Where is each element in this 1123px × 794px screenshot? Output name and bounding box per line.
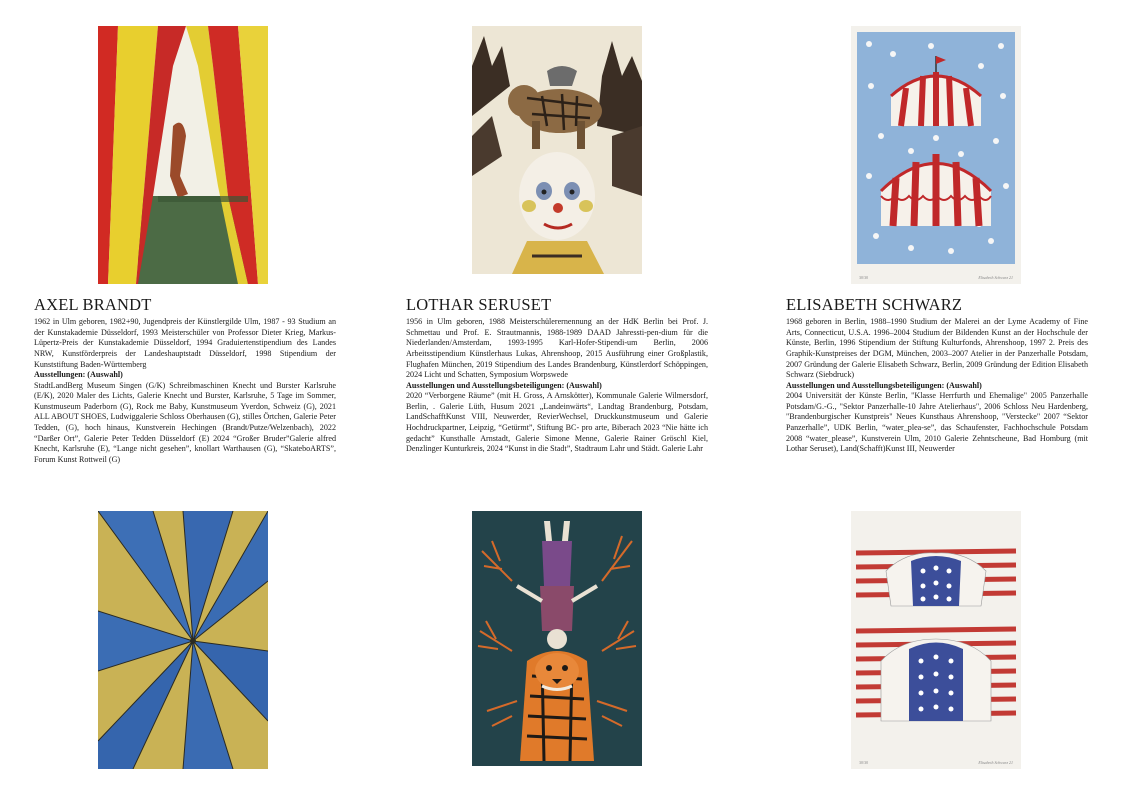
edition-number: 30/30 xyxy=(859,760,869,765)
edition-number: 30/30 xyxy=(859,275,869,280)
exhibitions-heading: Ausstellungen und Ausstellungsbeteiligungen: (Auswahl) xyxy=(406,380,602,390)
circus-tent-roof-painting-icon xyxy=(98,511,268,769)
artist-block-axel-brandt xyxy=(34,296,336,465)
artist-biography: 1956 in Ulm geboren, 1988 Meisterschülerernennung an der HdK Berlin bei Prof. J. Schmettau und Prof. E. Strautmannis, 1988-1989 DAAD Jahressti-pen-dium für die Niederlanden/Amsterdam, 1993-1995 Karl-Hofer-Stipendi-um Berlin, 2006 Arbeitsstipendium Künstlerhaus Lukas, Ahrenshoop, 2015 Ausführung einer Großplastik, Flughafen München, 2019 Stipendium des Landes Brandenburg, Künstlerdorf Schöppingen, 2024 Licht und Schatten, Symposium Worpswede xyxy=(406,317,708,380)
exhibitions-list: 2004 Universität der Künste Berlin, "Klasse Herrfurth und Ehemalige" 2005 Panzerhalle Potsdam/G.-G., "Sektor Panzerhalle-10 Jahre Atelierhaus", 2006 Schloss Neu Hardenberg, "Brandenburgischer Kunstpreis" Neues Kunsthaus Ahrenshoop, "Verstecke" 2007 “Sektor Panzerhalle”, UDK Berlin, “water_plea-se”, das Schaufenster, Fachhochschule Potsdam 2008 “water_please”, Kunstverein Ulm, 2010 Galerie Zehntscheune, Bad Homburg (mit Lothar Seruset), Land(Schafft)Kunst III, Neuwerder xyxy=(786,391,1088,454)
exhibitions-heading: Ausstellungen: (Auswahl) xyxy=(34,370,123,380)
artwork-axel-brandt-bottom xyxy=(98,511,268,769)
artwork-lothar-seruset-bottom xyxy=(472,511,642,766)
clown-with-tiger-woodcut-icon xyxy=(472,26,642,274)
star-spangled-tents-print-icon xyxy=(851,511,1021,769)
circus-tents-stars-print-icon xyxy=(851,26,1021,284)
artist-name: LOTHAR SERUSET xyxy=(406,295,552,314)
exhibitions-list: 2020 “Verborgene Räume” (mit H. Gross, A Arnskötter), Kommunale Galerie Wilmersdorf, Berlin, . Galerie Lüth, Husum 2021 „Landeinwärts“, Landtag Brandenburg, Potsdam, LandSchafftKunst VIII, Neuwerder, RevierWechsel, Druckkunstmuseum und Galerie Hochdruckpartner, Leipzig, “Getürmt”, Stiftung BC- pro arte, Biberach 2023 “Nie hätte ich gedacht” Kunsthalle Arnstadt, Galerie Simone Menne, Galerie Rainer Gröschl Kiel, Denzlinger Kunturkreis, 2024 “Kunst in die Stadt”, Stadtraum Lahr und Städt. Galerie Lahr xyxy=(406,391,708,454)
artist-biography: 1968 geboren in Berlin, 1988–1990 Studium der Malerei an der Lyme Academy of Fine Arts, Connecticut, U.S.A. 1996–2004 Studium der Bildenden Kunst an der Hochschule der Künste, Berlin, 1996 Stipendium der Stiftung Kulturfonds, Ahrenshoop, 1997 2. Preis des Graphik-Kunstpreises der DGM, München, 2003–2007 Atelier in der Panzerhalle Potsdam, 2007 Gründung der Galerie Elisabeth Schwarz, Berlin, 2009 Gründung der Edition Elisabeth Schwarz (Siebdruck) xyxy=(786,317,1088,380)
artwork-lothar-seruset-top xyxy=(472,26,642,274)
exhibitions-heading: Ausstellungen und Ausstellungsbeteiligungen: (Auswahl) xyxy=(786,380,982,390)
artwork-elisabeth-schwarz-bottom xyxy=(851,511,1021,769)
circus-tent-curtain-woodcut-icon xyxy=(98,26,268,284)
acrobat-on-tiger-woodcut-icon xyxy=(472,511,642,766)
artist-block-elisabeth-schwarz xyxy=(786,296,1088,455)
artist-name: AXEL BRANDT xyxy=(34,295,152,314)
artist-biography: 1962 in Ulm geboren, 1982+90, Jugendpreis der Künstlergilde Ulm, 1987 - 93 Studium an der Kunstakademie Düsseldorf, 1993 Meisterschüler von Professor Dieter Krieg, Markus-Lüpertz-Preis der Kunstakademie Düsseldorf, 1994 Graduiertenstipendium des Landes NRW, Kunstförderpreis der Landeshauptstadt Düsseldorf, 1998 Stipendium der Kunststiftung Baden-Württemberg xyxy=(34,317,336,369)
artist-signature: Elisabeth Schwarz 21 xyxy=(978,760,1013,765)
exhibitions-list: StadtLandBerg Museum Singen (G/K) Schreibmaschinen Knecht und Burster Karlsruhe (E/K), 2020 Maler des Lichts, Galerie Knecht und Burster, Karlsruhe, 5 Tage im Sommer, Kunstmuseum Paderborn (G), Rock me Baby, Kunstmuseum Yverdon, Schweiz (G), 2021 ALL ABOUT SHOES, Ludwiggalerie Schloss Oberhausen (G), stilles Örtchen, Galerie Peter Tedden, (G), hoch hinaus, Kunstverein Hechingen (Brandt/Putze/Welzenbach), 2022 “Darßer Ort”, Galerie Peter Tedden Düsseldorf (E) 2024 “Großer Bruder”Galerie alfred Knecht, Karlsruhe (E), “Lange nicht gesehen”, knollart Warthausen (G), “SkateboARTS”, Forum Kunst Rottweil (G) xyxy=(34,380,336,464)
artist-block-lothar-seruset xyxy=(406,296,708,455)
artwork-axel-brandt-top xyxy=(98,26,268,284)
artist-name: ELISABETH SCHWARZ xyxy=(786,295,963,314)
artist-signature: Elisabeth Schwarz 21 xyxy=(978,275,1013,280)
artwork-elisabeth-schwarz-top xyxy=(851,26,1021,284)
